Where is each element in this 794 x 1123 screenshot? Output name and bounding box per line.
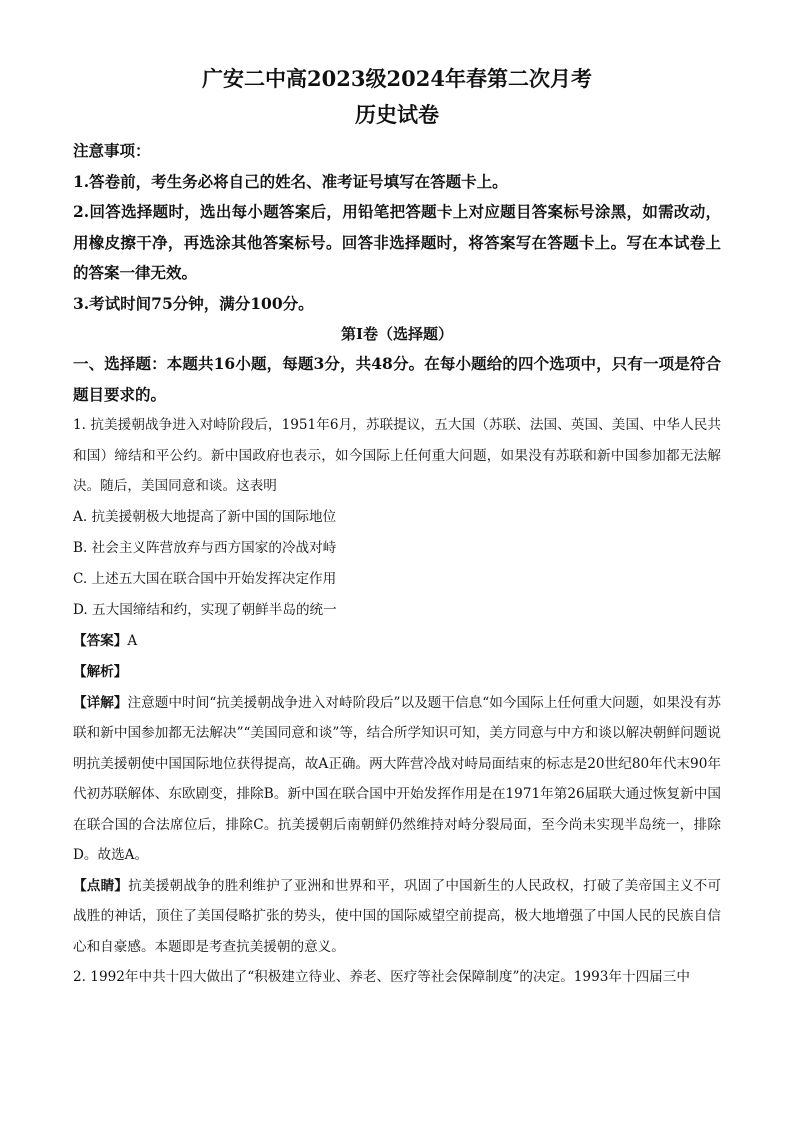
question-1-option-b: B. 社会主义阵营放弃与西方国家的冷战对峙 [73, 539, 337, 556]
part-heading: 第Ⅰ卷（选择题） [340, 325, 454, 343]
exam-title: 广安二中高2023级2024年春第二次月考 [202, 66, 592, 91]
question-1-option-d: D. 五大国缔结和约，实现了朝鲜半岛的统一 [73, 601, 337, 618]
question-1-detail [73, 688, 721, 871]
answer-tag: 【答案】 [73, 632, 128, 649]
comment-text: 抗美援朝战争的胜利维护了亚洲和世界和平，巩固了中国新生的人民政权，打破了美帝国主义不可战胜的神话，顶住了美国侵略扩张的势头，使中国的国际威望空前提高，极大地增强了中国人民的民族自信心和自豪感。本题即是考查抗美援朝的意义。 [73, 877, 722, 955]
question-1-answer [73, 626, 721, 657]
question-1-analysis [73, 657, 721, 688]
question-1-option-c: C. 上述五大国在联合国中开始发挥决定作用 [73, 570, 337, 587]
detail-text: 注意题中时间“抗美援朝战争进入对峙阶段后”以及题干信息“如今国际上任何重大问题，如果没有苏联和新中国参加都无法解决”“美国同意和谈”等，结合所学知识可知，美方同意与中方和谈以解决朝鲜问题说明抗美援朝使中国国际地位获得提高，故A正确。两大阵营冷战对峙局面结束的标志是20世纪80年代末90年代初苏联解体、东欧剧变，排除B。新中国在联合国中开始发挥作用是在1971年第26届联大通过恢复新中国在联合国的合法席位后，排除C。抗美援朝后南朝鲜仍然维持对峙分裂局面，至今尚未实现半岛统一，排除D。故选A。 [73, 694, 721, 863]
question-1-comment [73, 871, 721, 963]
analysis-tag: 【解析】 [73, 663, 128, 680]
section-instruction: 一、选择题：本题共16小题，每题3分，共48分。在每小题给的四个选项中，只有一项是符合题目要求的。 [73, 354, 721, 404]
notice-item-1: 1.答卷前，考生务必将自己的姓名、准考证号填写在答题卡上。 [73, 171, 508, 191]
notice-item-3: 3.考试时间75分钟，满分100分。 [73, 293, 314, 313]
question-1-stem: 1. 抗美援朝战争进入对峙阶段后，1951年6月，苏联提议，五大国（苏联、法国、英国、美国、中华人民共和国）缔结和平公约。新中国政府也表示，如今国际上任何重大问题，如果没有苏联和新中国参加都无法解决。随后，美国同意和谈。这表明 [73, 417, 721, 494]
notice-item-2: 2.回答选择题时，选出每小题答案后，用铅笔把答题卡上对应题目答案标号涂黑，如需改动，用橡皮擦干净，再选涂其他答案标号。回答非选择题时，将答案写在答题卡上。写在本试卷上的答案一律无效。 [73, 202, 721, 282]
question-1-option-a: A. 抗美援朝极大地提高了新中国的国际地位 [73, 508, 337, 525]
answer-value: A [127, 632, 138, 649]
subject-title: 历史试卷 [355, 102, 439, 127]
question-2-stem: 2. 1992年中共十四大做出了“积极建立待业、养老、医疗等社会保障制度”的决定。1993年十四届三中 [73, 969, 690, 985]
detail-tag: 【详解】 [73, 694, 128, 711]
comment-tag: 【点睛】 [73, 877, 129, 894]
exam-page [73, 62, 721, 993]
notice-heading: 注意事项： [73, 141, 151, 160]
